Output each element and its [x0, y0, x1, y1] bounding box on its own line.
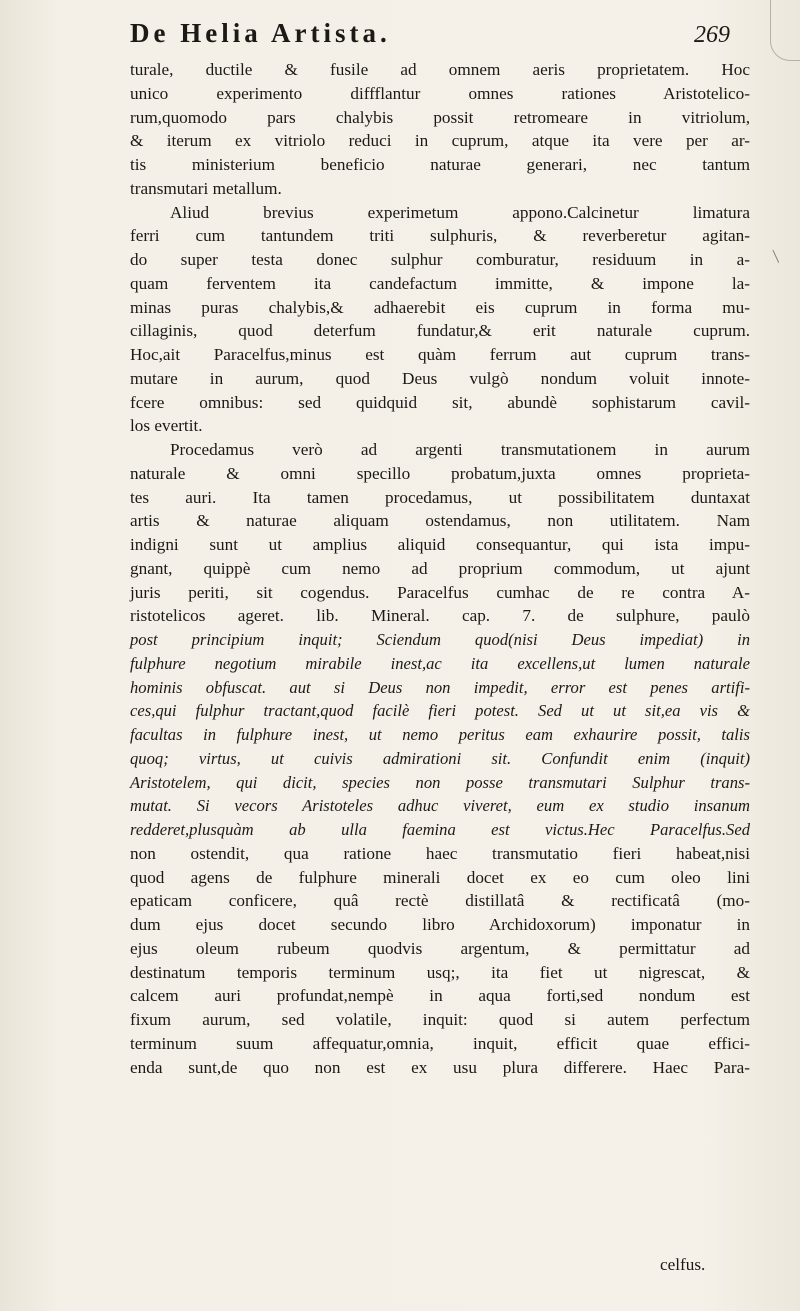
text-line: mutat. Si vecors Aristoteles adhuc viveret, eum ex studio insanum	[130, 796, 750, 816]
text-line: fulphure negotium mirabile inest,ac ita excellens,ut lumen naturale	[130, 653, 750, 673]
text-line: calcem auri profundat,nempè in aqua forti,sed nondum est	[130, 986, 750, 1006]
text-line: unico experimento diffflantur omnes rationes Aristotelico-	[130, 83, 750, 103]
text-line: dum ejus docet secundo libro Archidoxorum) imponatur in	[130, 915, 750, 934]
text-line: ferri cum tantundem triti sulphuris, & reverberetur agitan-	[130, 226, 750, 246]
text-line: cillaginis, quod deterfum fundatur,& erit naturale cuprum.	[130, 321, 750, 341]
text-line: quam ferventem ita candefactum immitte, & impone la-	[130, 273, 750, 293]
text-line: epaticam conficere, quâ rectè distillatâ & rectificatâ (mo-	[130, 891, 750, 911]
catchword: celfus.	[660, 1255, 706, 1274]
text-line: artis & naturae aliquam ostendamus, non utilitatem. Nam	[130, 511, 750, 531]
text-line: tis ministerium beneficio naturae generari, nec tantum	[130, 155, 750, 174]
text-line: quod agens de fulphure minerali docet ex eo cum oleo lini	[130, 867, 750, 887]
text-line: los evertit.	[130, 416, 203, 436]
text-line: facultas in fulphure inest, ut nemo peritus eam exhaurire possit, talis	[130, 725, 750, 744]
text-line: hominis obfuscat. aut si Deus non impedit, error est penes artifi-	[130, 677, 750, 697]
text-line: ces,qui fulphur tractant,quod facilè fieri potest. Sed ut ut sit,ea vis &	[130, 701, 750, 721]
text-line: fixum aurum, sed volatile, inquit: quod si autem perfectum	[130, 1010, 750, 1029]
text-line: ristotelicos ageret. lib. Mineral. cap. 7. de sulphure, paulò	[130, 606, 750, 626]
text-line: minas puras chalybis,& adhaerebit eis cuprum in forma mu-	[130, 297, 750, 317]
text-line: ejus oleum rubeum quodvis argentum, & permittatur ad	[130, 938, 750, 958]
text-line: gnant, quippè cum nemo ad proprium commodum, ut ajunt	[130, 558, 750, 578]
text-line: transmutari metallum.	[130, 178, 282, 198]
text-line: naturale & omni specillo probatum,juxta omnes proprieta-	[130, 463, 750, 483]
page-edge-mark	[770, 0, 800, 61]
text-line: Procedamus verò ad argenti transmutationem in aurum	[170, 440, 750, 459]
text-line: juris periti, sit cogendus. Paracelfus cumhac de re contra A-	[130, 582, 750, 602]
text-line: Aristotelem, qui dicit, species non posse transmutari Sulphur trans-	[130, 772, 750, 792]
text-line: non ostendit, qua ratione haec transmutatio fieri habeat,nisi	[130, 843, 750, 863]
text-line: terminum suum affequatur,omnia, inquit, efficit quae effici-	[130, 1033, 750, 1053]
text-line: destinatum temporis terminum usq;, ita fiet ut nigrescat, &	[130, 962, 750, 982]
margin-mark	[772, 247, 784, 263]
text-line: redderet,plusquàm ab ulla faemina est victus.Hec Paracelfus.Sed	[130, 820, 750, 839]
text-line: turale, ductile & fusile ad omnem aeris proprietatem. Hoc	[130, 60, 750, 79]
text-line: post principium inquit; Sciendum quod(nisi Deus impediat) in	[130, 630, 750, 649]
text-line: rum,quomodo pars chalybis possit retromeare in vitriolum,	[130, 107, 750, 127]
body-text	[130, 58, 750, 1079]
text-line: mutare in aurum, quod Deus vulgò nondum voluit innote-	[130, 368, 750, 388]
text-line: Hoc,ait Paracelfus,minus est quàm ferrum aut cuprum trans-	[130, 345, 750, 364]
text-line: fcere omnibus: sed quidquid sit, abundè sophistarum cavil-	[130, 392, 750, 412]
text-line: tes auri. Ita tamen procedamus, ut possibilitatem duntaxat	[130, 487, 750, 507]
page-header	[130, 18, 730, 58]
text-line: & iterum ex vitriolo reduci in cuprum, atque ita vere per ar-	[130, 131, 750, 151]
text-line: Aliud brevius experimetum appono.Calcinetur limatura	[170, 202, 750, 222]
text-line: quoq; virtus, ut cuivis admirationi sit. Confundit enim (inquit)	[130, 748, 750, 768]
running-head: De Helia Artista.	[130, 18, 391, 48]
text-line: enda sunt,de quo non est ex usu plura differere. Haec Para-	[130, 1057, 750, 1077]
text-line: do super testa donec sulphur comburatur, residuum in a-	[130, 250, 750, 269]
page-number: 269	[694, 22, 730, 48]
text-line: indigni sunt ut amplius aliquid consequantur, qui ista impu-	[130, 535, 750, 554]
